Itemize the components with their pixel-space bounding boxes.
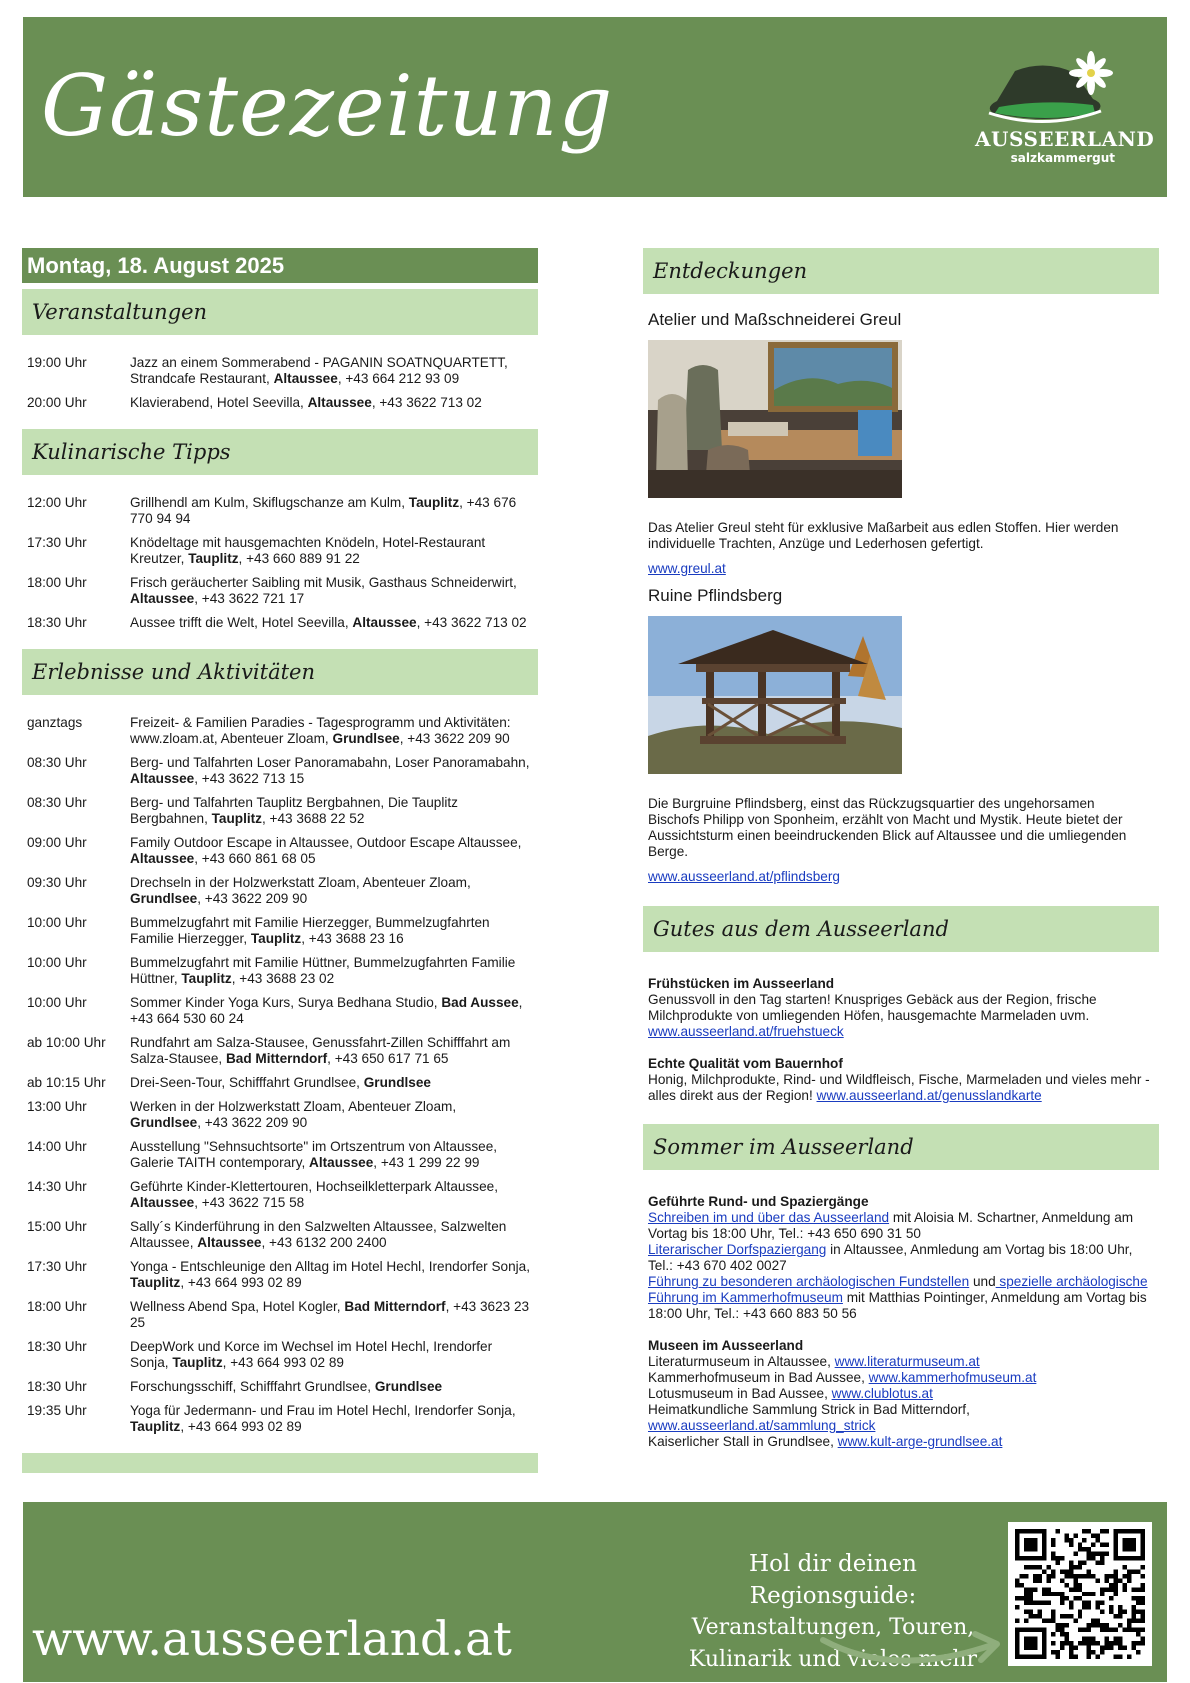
qr-code-icon[interactable]	[1008, 1522, 1152, 1666]
event-description	[130, 755, 530, 787]
event-text: Family Outdoor Escape in Altaussee, Outdoor Escape Altaussee,	[130, 835, 522, 850]
event-time: 18:30 Uhr	[27, 1339, 87, 1354]
event-place: Altaussee	[130, 1195, 195, 1210]
event-description	[130, 955, 530, 987]
event-row	[27, 535, 538, 567]
event-text: Jazz an einem Sommerabend - PAGANIN SOATNQUARTETT, Strandcafe Restaurant,	[130, 355, 508, 386]
event-phone: , +43 6132 200 2400	[261, 1235, 387, 1250]
event-phone: , +43 3623 23 25	[130, 1299, 530, 1330]
section-sommer-title: Sommer im Ausseerland	[643, 1124, 1159, 1170]
event-phone: , +43 3622 713 02	[416, 615, 527, 630]
events-list-veranstaltungen	[22, 335, 538, 429]
event-row	[27, 795, 538, 827]
link-sammlung-strick[interactable]: www.ausseerland.at/sammlung_strick	[648, 1418, 876, 1433]
sommer-text-schreiben: mit Aloisia M. Schartner, Anmeldung am Vortag bis 18:00 Uhr, Tel.: +43 650 690 31 50	[648, 1210, 1134, 1241]
event-phone: , +43 3622 721 17	[194, 591, 305, 606]
event-row	[27, 1339, 538, 1371]
museum-text-literatur: Literaturmuseum in Altaussee,	[648, 1354, 835, 1369]
date-heading: Montag, 18. August 2025	[22, 248, 538, 283]
page-title: Gästezeitung	[41, 57, 614, 155]
event-time: 19:00 Uhr	[27, 355, 87, 370]
gutes-block-fruehstueck	[648, 976, 1153, 1040]
events-list-kulinarische-tipps	[22, 475, 538, 649]
event-description	[130, 1219, 530, 1251]
event-place: Altaussee	[352, 615, 417, 630]
event-place: Tauplitz	[188, 551, 239, 566]
event-description	[130, 355, 530, 387]
event-row	[27, 1299, 538, 1331]
event-row	[27, 1259, 538, 1291]
event-time: 08:30 Uhr	[27, 755, 87, 770]
sommer-text-und: und	[969, 1274, 996, 1289]
event-time: 12:00 Uhr	[27, 495, 87, 510]
event-text: Berg- und Talfahrten Tauplitz Bergbahnen, Die Tauplitz Bergbahnen,	[130, 795, 458, 826]
event-description	[130, 575, 530, 607]
link-literaturmuseum[interactable]: www.literaturmuseum.at	[834, 1354, 980, 1369]
museum-text-kammerhof: Kammerhofmuseum in Bad Aussee,	[648, 1370, 869, 1385]
events-list-erlebnisse	[22, 695, 538, 1453]
event-text: Sommer Kinder Yoga Kurs, Surya Bedhana Studio,	[130, 995, 442, 1010]
event-place: Grundlsee	[130, 1115, 198, 1130]
event-phone: , +43 660 861 68 05	[194, 851, 316, 866]
link-fruehstueck[interactable]: www.ausseerland.at/fruehstueck	[648, 1024, 844, 1039]
event-time: ganztags	[27, 715, 83, 730]
sommer-text-dorfspaziergang: in Altaussee, Anmledung am Vortag bis 18:00 Uhr, Tel.: +43 670 402 0027	[648, 1242, 1133, 1273]
event-description	[130, 1403, 530, 1435]
sommer-block-museen	[648, 1338, 1153, 1450]
event-row	[27, 1219, 538, 1251]
event-text: Ausstellung "Sehnsuchtsorte" im Ortszentrum von Altaussee, Galerie TAITH contemporary,	[130, 1139, 498, 1170]
event-time: 17:30 Uhr	[27, 535, 87, 550]
event-time: 13:00 Uhr	[27, 1099, 87, 1114]
sommer-heading-fuehrungen: Geführte Rund- und Spaziergänge	[648, 1194, 869, 1209]
event-text: Bummelzugfahrt mit Familie Hierzegger, Bummelzugfahrten Familie Hierzegger,	[130, 915, 490, 946]
event-phone: , +43 3622 209 90	[197, 1115, 308, 1130]
event-time: 18:00 Uhr	[27, 575, 87, 590]
event-description	[130, 1379, 530, 1395]
event-row	[27, 1179, 538, 1211]
event-place: Altaussee	[273, 371, 338, 386]
event-text: Bummelzugfahrt mit Familie Hüttner, Bummelzugfahrten Familie Hüttner,	[130, 955, 516, 986]
event-description	[130, 1299, 530, 1331]
gutes-text-bauernhof: Honig, Milchprodukte, Rind- und Wildfleisch, Fische, Marmeladen und vieles mehr - alles direkt aus der Region!	[648, 1072, 1150, 1103]
event-row	[27, 615, 538, 631]
right-column	[643, 248, 1159, 1466]
event-description	[130, 1099, 530, 1131]
event-text: Grillhendl am Kulm, Skiflugschanze am Kulm,	[130, 495, 409, 510]
museum-text-kaiserlicher-stall: Kaiserlicher Stall in Grundlsee,	[648, 1434, 838, 1449]
event-description	[130, 835, 530, 867]
event-description	[130, 1139, 530, 1171]
event-phone: , +43 3688 23 16	[301, 931, 404, 946]
event-time: 20:00 Uhr	[27, 395, 87, 410]
event-time: 18:00 Uhr	[27, 1299, 87, 1314]
event-place: Tauplitz	[130, 1419, 181, 1434]
event-text: Frisch geräucherter Saibling mit Musik, Gasthaus Schneiderwirt,	[130, 575, 517, 590]
event-description	[130, 1339, 530, 1371]
event-time: ab 10:15 Uhr	[27, 1075, 106, 1090]
event-row	[27, 1075, 538, 1091]
event-phone: , +43 664 530 60 24	[130, 995, 523, 1026]
gutes-text-fruehstueck: Genussvoll in den Tag starten! Knuspriges Gebäck aus der Region, frische Milchprodukte von umliegenden Höfen, hausgemachte Marmeladen uvm.	[648, 992, 1097, 1023]
event-phone: , +43 3622 713 15	[194, 771, 305, 786]
section-gutes-title: Gutes aus dem Ausseerland	[643, 906, 1159, 952]
gutes-heading-fruehstueck: Frühstücken im Ausseerland	[648, 976, 835, 991]
event-phone: , +43 664 993 02 89	[222, 1355, 344, 1370]
section-erlebnisse-title: Erlebnisse und Aktivitäten	[22, 649, 538, 695]
event-description	[130, 795, 530, 827]
link-pflindsberg[interactable]: www.ausseerland.at/pflindsberg	[648, 869, 840, 884]
event-phone: , +43 3622 715 58	[194, 1195, 305, 1210]
sommer-heading-museen: Museen im Ausseerland	[648, 1338, 804, 1353]
event-time: 15:00 Uhr	[27, 1219, 87, 1234]
event-time: 09:30 Uhr	[27, 875, 87, 890]
section-kulinarische-tipps-title: Kulinarische Tipps	[22, 429, 538, 475]
event-phone: , +43 650 617 71 65	[327, 1051, 449, 1066]
link-schreiben-ausseerland[interactable]: Schreiben im und über das Ausseerland	[648, 1210, 890, 1225]
museum-text-lotus: Lotusmuseum in Bad Aussee,	[648, 1386, 832, 1401]
left-column	[22, 248, 538, 1473]
guide-line-2: Veranstaltungen, Touren,	[691, 1615, 975, 1640]
event-row	[27, 1099, 538, 1131]
event-row	[27, 1379, 538, 1395]
event-text: Wellness Abend Spa, Hotel Kogler,	[130, 1299, 345, 1314]
event-description	[130, 535, 530, 567]
event-row	[27, 715, 538, 747]
event-time: ab 10:00 Uhr	[27, 1035, 106, 1050]
event-phone: , +43 3622 713 02	[371, 395, 482, 410]
event-phone: , +43 664 212 93 09	[337, 371, 460, 386]
event-row	[27, 995, 538, 1027]
event-phone: , +43 3622 209 90	[197, 891, 308, 906]
event-place: Tauplitz	[130, 1275, 181, 1290]
guide-line-3: Kulinarik und vieles mehr	[688, 1647, 978, 1672]
event-place: Altaussee	[309, 1155, 374, 1170]
event-time: 10:00 Uhr	[27, 915, 87, 930]
link-clublotus[interactable]: www.clublotus.at	[831, 1386, 933, 1401]
photo-ruine-pflindsberg	[648, 616, 902, 774]
event-text: Berg- und Talfahrten Loser Panoramabahn, Loser Panoramabahn,	[130, 755, 530, 770]
event-text: Freizeit- & Familien Paradies - Tagesprogramm und Aktivitäten: www.zloam.at, Abenteuer Zloam,	[130, 715, 511, 746]
event-text: Aussee trifft die Welt, Hotel Seevilla,	[130, 615, 353, 630]
event-time: 18:30 Uhr	[27, 615, 87, 630]
event-description	[130, 495, 530, 527]
event-row	[27, 395, 538, 411]
event-phone: , +43 3688 23 02	[231, 971, 335, 986]
event-text: Drechseln in der Holzwerkstatt Zloam, Abenteuer Zloam,	[130, 875, 471, 890]
logo-subtext: salzkammergut	[1010, 151, 1115, 165]
event-row	[27, 1403, 538, 1435]
event-place: Bad Mitterndorf	[225, 1051, 328, 1066]
event-phone: , +43 660 889 91 22	[238, 551, 360, 566]
hat-logo-icon	[975, 51, 1115, 131]
event-place: Tauplitz	[250, 931, 302, 946]
event-place: Altaussee	[130, 591, 195, 606]
event-text: Klavierabend, Hotel Seevilla,	[130, 395, 308, 410]
event-description	[130, 875, 530, 907]
event-time: 19:35 Uhr	[27, 1403, 87, 1418]
gutes-heading-bauernhof: Echte Qualität vom Bauernhof	[648, 1056, 843, 1071]
link-dorfspaziergang[interactable]: Literarischer Dorfspaziergang	[648, 1242, 827, 1257]
sommer-text-pointinger: mit Matthias Pointinger, Anmeldung am Vortag bis 18:00 Uhr, Tel.: +43 660 883 50 56	[648, 1290, 1147, 1321]
gutes-block-bauernhof	[648, 1056, 1153, 1104]
event-time: 14:30 Uhr	[27, 1179, 87, 1194]
link-archaeologische-fundstellen[interactable]: Führung zu besonderen archäologischen Fundstellen	[648, 1274, 970, 1289]
event-row	[27, 575, 538, 607]
event-place: Altaussee	[307, 395, 372, 410]
event-text: Forschungsschiff, Schifffahrt Grundlsee,	[130, 1379, 375, 1394]
event-time: 10:00 Uhr	[27, 955, 87, 970]
event-description	[130, 1259, 530, 1291]
event-time: 09:00 Uhr	[27, 835, 87, 850]
event-place: Altaussee	[197, 1235, 262, 1250]
event-place: Altaussee	[130, 771, 195, 786]
event-phone: , +43 664 993 02 89	[180, 1275, 302, 1290]
event-text: Rundfahrt am Salza-Stausee, Genussfahrt-Zillen Schifffahrt am Salza-Stausee,	[130, 1035, 511, 1066]
link-kult-arge-grundlsee[interactable]: www.kult-arge-grundlsee.at	[837, 1434, 1003, 1449]
discovery-text-pflindsberg: Die Burgruine Pflindsberg, einst das Rückzugsquartier des ungehorsamen Bischofs Philipp von Sponheim, erzählt von Macht und Mystik. Heute bietet der Aussichtsturm einen beeindruckenden Blick auf Altaussee und die umliegenden Berge.	[648, 796, 1127, 859]
event-place: Grundlsee	[374, 1379, 443, 1394]
event-text: Knödeltage mit hausgemachten Knödeln, Hotel-Restaurant Kreutzer,	[130, 535, 486, 566]
event-text: Yoga für Jedermann- und Frau im Hotel Hechl, Irendorfer Sonja,	[130, 1403, 516, 1418]
event-text: Werken in der Holzwerkstatt Zloam, Abenteuer Zloam,	[130, 1099, 457, 1114]
photo-atelier-greul	[648, 340, 902, 498]
link-greul[interactable]: www.greul.at	[648, 561, 726, 576]
event-phone: , +43 664 993 02 89	[180, 1419, 302, 1434]
event-place: Tauplitz	[181, 971, 232, 986]
logo-text: AUSSEERLAND	[975, 127, 1155, 151]
event-text: Drei-Seen-Tour, Schifffahrt Grundlsee,	[130, 1075, 364, 1090]
event-text: Geführte Kinder-Klettertouren, Hochseilkletterpark Altaussee,	[130, 1179, 498, 1194]
event-description	[130, 395, 530, 411]
event-phone: , +43 3622 209 90	[399, 731, 510, 746]
event-place: Tauplitz	[211, 811, 262, 826]
section-entdeckungen-title: Entdeckungen	[643, 248, 1159, 294]
event-row	[27, 355, 538, 387]
event-place: Bad Aussee	[441, 995, 519, 1010]
event-row	[27, 915, 538, 947]
guide-line-1: Hol dir deinen Regionsguide:	[749, 1551, 917, 1609]
museum-text-strick: Heimatkundliche Sammlung Strick in Bad Mitterndorf,	[648, 1402, 970, 1417]
event-place: Grundlsee	[332, 731, 400, 746]
event-time: 10:00 Uhr	[27, 995, 87, 1010]
ausseerland-logo	[975, 51, 1155, 165]
discovery-text-greul: Das Atelier Greul steht für exklusive Maßarbeit aus edlen Stoffen. Hier werden individuelle Trachten, Anzüge und Lederhosen gefertigt.	[648, 520, 1119, 551]
sommer-block-fuehrungen	[648, 1194, 1153, 1322]
link-genusslandkarte[interactable]: www.ausseerland.at/genusslandkarte	[816, 1088, 1042, 1103]
event-row	[27, 755, 538, 787]
event-row	[27, 1035, 538, 1067]
event-place: Tauplitz	[408, 495, 460, 510]
event-row	[27, 955, 538, 987]
event-description	[130, 1075, 530, 1091]
event-time: 08:30 Uhr	[27, 795, 87, 810]
event-description	[130, 1179, 530, 1211]
link-kammerhofmuseum-fuehrung[interactable]: spezielle archäologische Führung im Kammerhofmuseum	[648, 1274, 1148, 1305]
event-place: Bad Mitterndorf	[344, 1299, 446, 1314]
event-time: 17:30 Uhr	[27, 1259, 87, 1274]
section-veranstaltungen-title: Veranstaltungen	[22, 289, 538, 335]
event-phone: , +43 3688 22 52	[261, 811, 365, 826]
event-row	[27, 835, 538, 867]
event-text: Sally´s Kinderführung in den Salzwelten Altaussee, Salzwelten Altaussee,	[130, 1219, 507, 1250]
event-time: 14:00 Uhr	[27, 1139, 87, 1154]
event-text: DeepWork und Korce im Wechsel im Hotel Hechl, Irendorfer Sonja,	[130, 1339, 493, 1370]
event-row	[27, 1139, 538, 1171]
event-text: Yonga - Entschleunige den Alltag im Hotel Hechl, Irendorfer Sonja,	[130, 1259, 530, 1274]
event-phone: , +43 1 299 22 99	[373, 1155, 480, 1170]
event-description	[130, 1035, 530, 1067]
discovery-title-greul: Atelier und Maßschneiderei Greul	[648, 310, 902, 329]
event-place: Altaussee	[130, 851, 195, 866]
event-time: 18:30 Uhr	[27, 1379, 87, 1394]
event-phone: , +43 676 770 94 94	[130, 495, 517, 526]
event-row	[27, 495, 538, 527]
arrow-icon	[813, 1620, 1013, 1670]
event-description	[130, 715, 530, 747]
event-description	[130, 995, 530, 1027]
section-end-bar	[22, 1453, 538, 1473]
footer-banner	[23, 1502, 1167, 1682]
event-place: Grundlsee	[130, 891, 198, 906]
header-banner	[23, 17, 1167, 197]
discovery-title-pflindsberg: Ruine Pflindsberg	[648, 586, 783, 605]
footer-url[interactable]: www.ausseerland.at	[32, 1612, 512, 1667]
event-description	[130, 915, 530, 947]
event-place: Tauplitz	[172, 1355, 223, 1370]
event-place: Grundlsee	[363, 1075, 431, 1090]
event-description	[130, 615, 530, 631]
event-row	[27, 875, 538, 907]
link-kammerhofmuseum[interactable]: www.kammerhofmuseum.at	[868, 1370, 1037, 1385]
